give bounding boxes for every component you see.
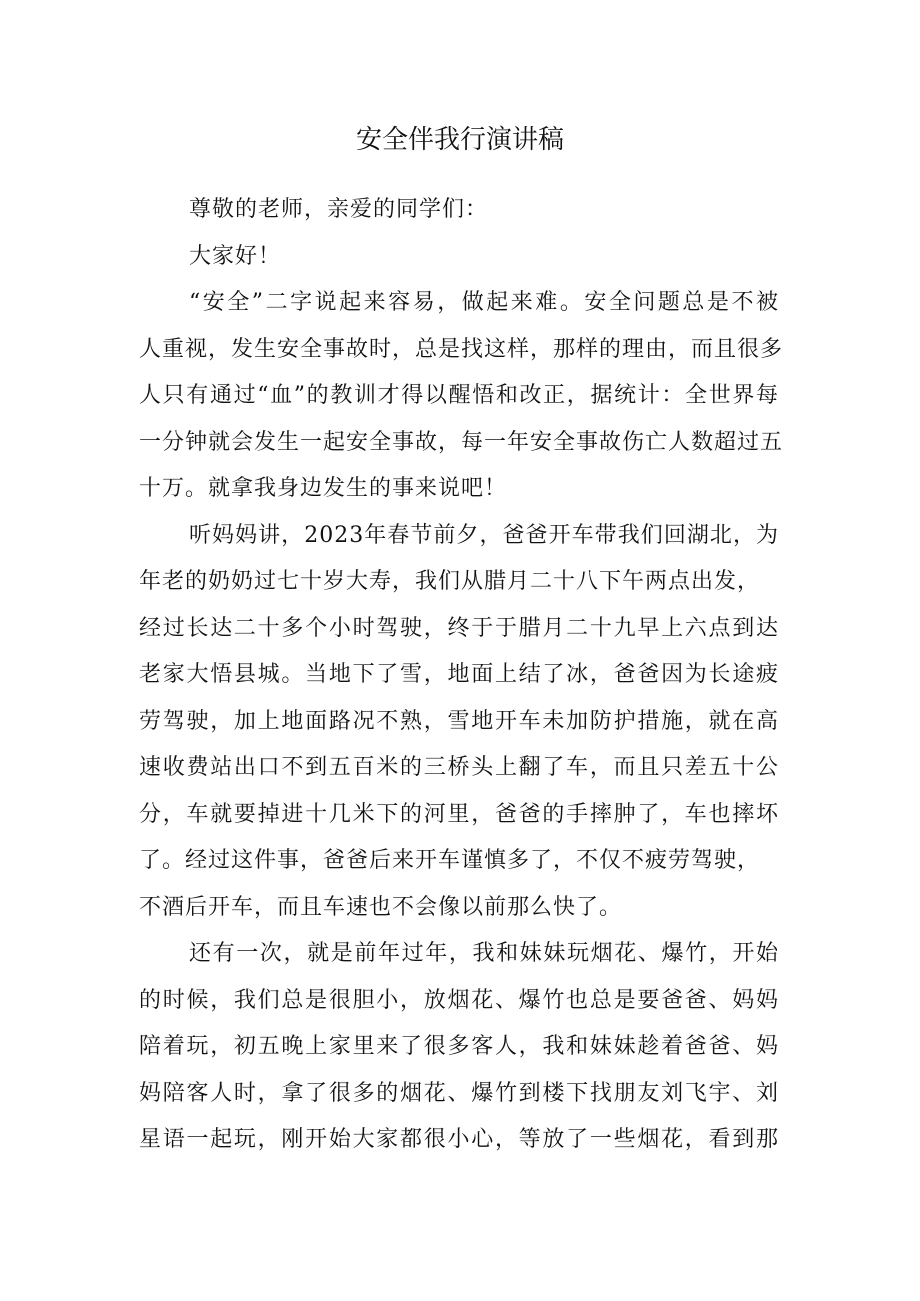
paragraph-1-line-5: 十万。就拿我身边发生的事来说吧！ [139, 476, 508, 501]
salutation-line: 尊敬的老师，亲爱的同学们： [189, 197, 489, 222]
document-body [139, 187, 784, 1164]
paragraph-2-line-1: 听妈妈讲，2023年春节前夕，爸爸开车带我们回湖北，为 [189, 522, 779, 548]
paragraph-2-line-9: 不酒后开车，而且车速也不会像以前那么快了。 [139, 894, 623, 920]
document-title: 安全伴我行演讲稿 [355, 125, 564, 155]
paragraph-1-line-4: 一分钟就会发生一起安全事故，每一年安全事故伤亡人数超过五 [139, 429, 784, 455]
paragraph-1-line-1: “安全”二字说起来容易，做起来难。安全问题总是不被 [189, 290, 779, 315]
paragraph-2-line-3: 经过长达二十多个小时驾驶，终于于腊月二十九早上六点到达 [139, 615, 779, 641]
paragraph-2-line-2: 年老的奶奶过七十岁大寿，我们从腊月二十八下午两点出发， [139, 569, 761, 594]
paragraph-3-line-5: 星语一起玩，刚开始大家都很小心，等放了一些烟花，看到那 [139, 1127, 779, 1152]
paragraph-3-line-4: 妈陪客人时，拿了很多的烟花、爆竹到楼下找朋友刘飞宇、刘 [139, 1080, 779, 1106]
greeting-line: 大家好！ [189, 243, 282, 269]
paragraph-1-line-2: 人重视，发生安全事故时，总是找这样，那样的理由，而且很多 [139, 336, 784, 362]
paragraph-2-line-6: 速收费站出口不到五百米的三桥头上翻了车，而且只差五十公 [139, 755, 779, 780]
paragraph-2-line-7: 分，车就要掉进十几米下的河里，爸爸的手摔肿了，车也摔坏 [139, 801, 779, 827]
paragraph-2-line-4: 老家大悟县城。当地下了雪，地面上结了冰，爸爸因为长途疲 [139, 662, 779, 687]
paragraph-3-line-3: 陪着玩，初五晚上家里来了很多客人，我和妹妹趁着爸爸、妈 [139, 1034, 779, 1059]
paragraph-2-line-8: 了。经过这件事，爸爸后来开车谨慎多了，不仅不疲劳驾驶， [139, 848, 761, 873]
paragraph-3-line-1: 还有一次，就是前年过年，我和妹妹玩烟花、爆竹，开始 [189, 941, 779, 966]
paragraph-1-line-3: 人只有通过“血”的教训才得以醒悟和改正，据统计：全世界每 [139, 383, 779, 408]
paragraph-3-line-2: 的时候，我们总是很胆小，放烟花、爆竹也总是要爸爸、妈妈 [139, 987, 779, 1013]
paragraph-2-line-5: 劳驾驶，加上地面路况不熟，雪地开车未加防护措施，就在高 [139, 708, 779, 734]
